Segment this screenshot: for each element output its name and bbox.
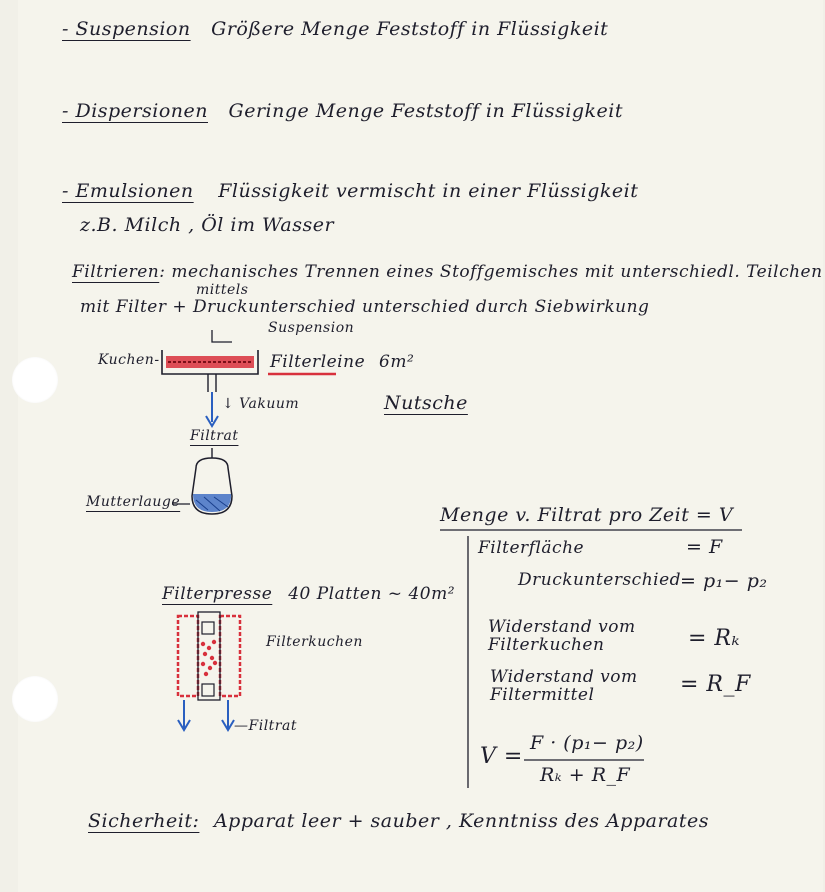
dispersion-definition: Geringe Menge Feststoff in Flüssigkeit: [228, 100, 623, 122]
filtration-term: Filtrieren: [72, 262, 160, 282]
suspension-definition: Größere Menge Feststoff in Flüssigkeit: [211, 18, 609, 40]
filterpresse-line: [162, 584, 455, 604]
formula-numerator: F · (p₁− p₂): [530, 732, 644, 754]
nutsche-title: Nutsche: [384, 392, 468, 414]
formula-denominator: Rₖ + R_F: [540, 764, 631, 786]
filtration-definition: : mechanisches Trennen eines Stoffgemisches mit unterschiedl. Teilchen: [159, 262, 823, 282]
nutsche-vessel: [162, 350, 258, 392]
formula-row-symbol: = R_F: [680, 672, 751, 697]
filter-press: [178, 612, 240, 730]
suspension-arrow: [212, 330, 232, 342]
emulsion-definition: Flüssigkeit vermischt in einer Flüssigkeit: [218, 180, 639, 202]
cake-label: Kuchen-: [98, 352, 160, 368]
safety-definition: Apparat leer + sauber , Kenntniss des Apparates: [213, 810, 709, 832]
formula-lhs: V =: [480, 744, 523, 769]
filter-cake-label: Filterkuchen: [266, 634, 363, 650]
filtrate-label: Filtrat: [190, 428, 239, 444]
nutsche-filter-cloth: [270, 352, 414, 372]
formula-row-label: Widerstand vom Filtermittel: [490, 667, 638, 705]
formula-row-symbol: = Rₖ: [688, 626, 741, 651]
filtration-filter: mit Filter: [80, 297, 167, 317]
safety-line: [88, 810, 709, 832]
formula-row-label: Druckunterschied: [518, 570, 682, 590]
formula-row-symbol: = p₁− p₂: [680, 570, 768, 592]
filterpresse-title: Filterpresse: [162, 584, 273, 604]
vacuum-label: ↓ Vakuum: [222, 396, 300, 412]
safety-term: Sicherheit:: [88, 810, 200, 832]
mother-liquor-label: Mutterlauge: [86, 494, 181, 510]
suspension-label: Suspension: [268, 320, 355, 336]
filtration-pressure: + Druckunterschied unterschied durch Siebwirkung: [172, 297, 650, 317]
filter-cloth-label: Filterleine: [270, 352, 366, 372]
formula-row-symbol: = F: [686, 536, 723, 558]
emulsion-term: - Emulsionen: [62, 180, 194, 202]
press-filtrate-label: —Filtrat: [234, 718, 297, 734]
receiver-flask: [172, 448, 232, 514]
filtration-mittel-note: mittels: [196, 282, 249, 298]
formula-header: Menge v. Filtrat pro Zeit = V: [440, 504, 734, 526]
formula-row-label: Widerstand vom Filterkuchen: [488, 617, 636, 655]
formula-row-label: Filterfläche: [478, 538, 585, 558]
filterpresse-spec: 40 Platten ~ 40m²: [288, 584, 456, 604]
emulsion-example: z.B. Milch , Öl im Wasser: [80, 214, 335, 236]
dispersion-term: - Dispersionen: [62, 100, 208, 122]
suspension-term: - Suspension: [62, 18, 191, 40]
filter-area-label: 6m²: [379, 352, 415, 372]
